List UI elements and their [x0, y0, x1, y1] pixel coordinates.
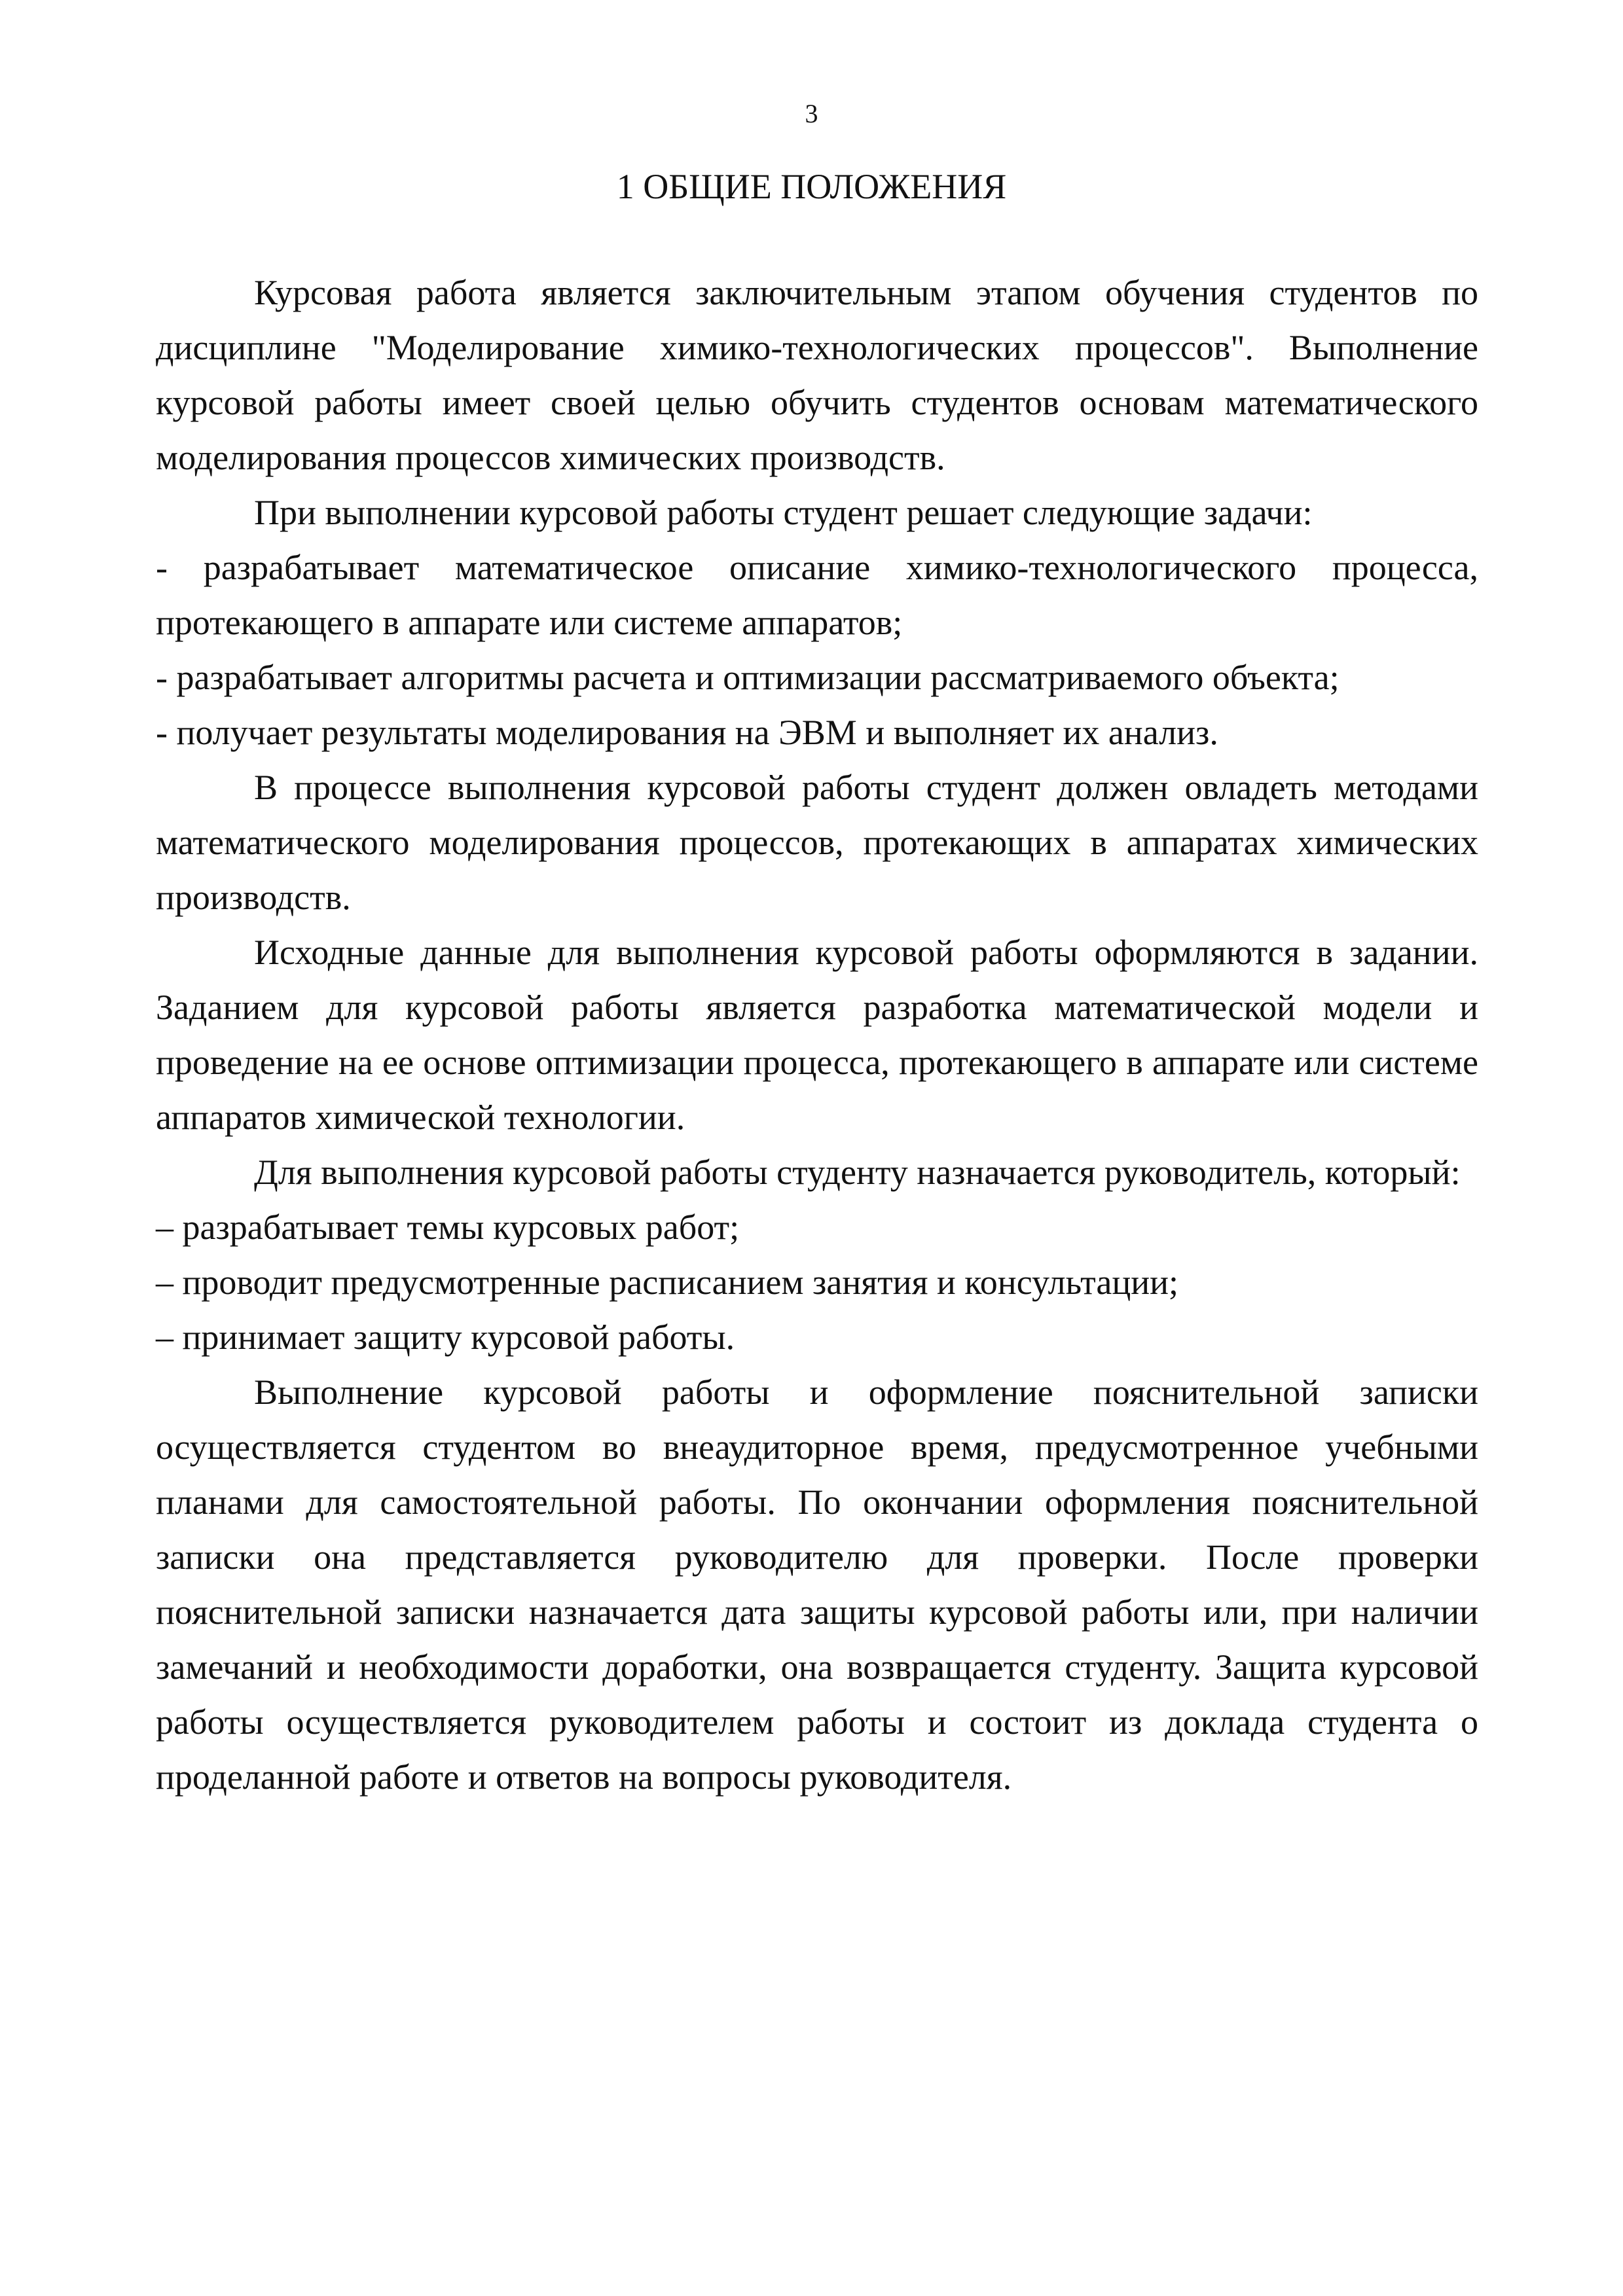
list-item-task-1: - разрабатывает математическое описание химико-технологического процесса, протекающего в аппарате или системе аппаратов;	[156, 548, 1478, 642]
list-item-task-3: - получает результаты моделирования на ЭВМ и выполняет их анализ.	[156, 713, 1218, 752]
paragraph-intro-continuation: дисциплине "Моделирование химико-технологических процессов". Выполнение курсовой работы имеет своей целью обучить студентов основам математического моделирования процессов химических производств.	[156, 328, 1478, 477]
page-number: 3	[805, 99, 818, 128]
paragraph-input-data: Исходные данные для выполнения курсовой работы оформляются в задании. Заданием для курсовой работы является разработка математической модели и проведение на ее основе оптимизации процесса, протекающего в аппарате или системе аппаратов химической технологии.	[156, 933, 1478, 1137]
paragraph-intro-first-line: Курсовая работа является заключительным этапом обучения студентов по	[254, 273, 1478, 312]
paragraph-supervisor: Для выполнения курсовой работы студенту назначается руководитель, который:	[254, 1153, 1461, 1192]
list-item-duty-1: – разрабатывает темы курсовых работ;	[156, 1208, 740, 1247]
paragraph-mastery: В процессе выполнения курсовой работы студент должен овладеть методами математического моделирования процессов, протекающих в аппаратах химических производств.	[156, 768, 1478, 917]
list-item-duty-2: – проводит предусмотренные расписанием занятия и консультации;	[156, 1263, 1179, 1302]
list-item-duty-3: – принимает защиту курсовой работы.	[156, 1318, 735, 1357]
list-item-task-2: - разрабатывает алгоритмы расчета и оптимизации рассматриваемого объекта;	[156, 658, 1340, 697]
section-body	[156, 265, 1478, 1804]
paragraph-execution: Выполнение курсовой работы и оформление пояснительной записки осуществляется студентом во внеаудиторное время, предусмотренное учебными планами для самостоятельной работы. По окончании оформления пояснительной записки она представляется руководителю для проверки. После проверки пояснительной записки назначается дата защиты курсовой работы или, при наличии замечаний и необходимости доработки, она возвращается студенту. Защита курсовой работы осуществляется руководителем работы и состоит из доклада студента о проделанной работе и ответов на вопросы руководителя.	[156, 1372, 1478, 1797]
section-heading: 1 ОБЩИЕ ПОЛОЖЕНИЯ	[616, 167, 1007, 206]
paragraph-tasks-intro: При выполнении курсовой работы студент решает следующие задачи:	[254, 493, 1313, 532]
